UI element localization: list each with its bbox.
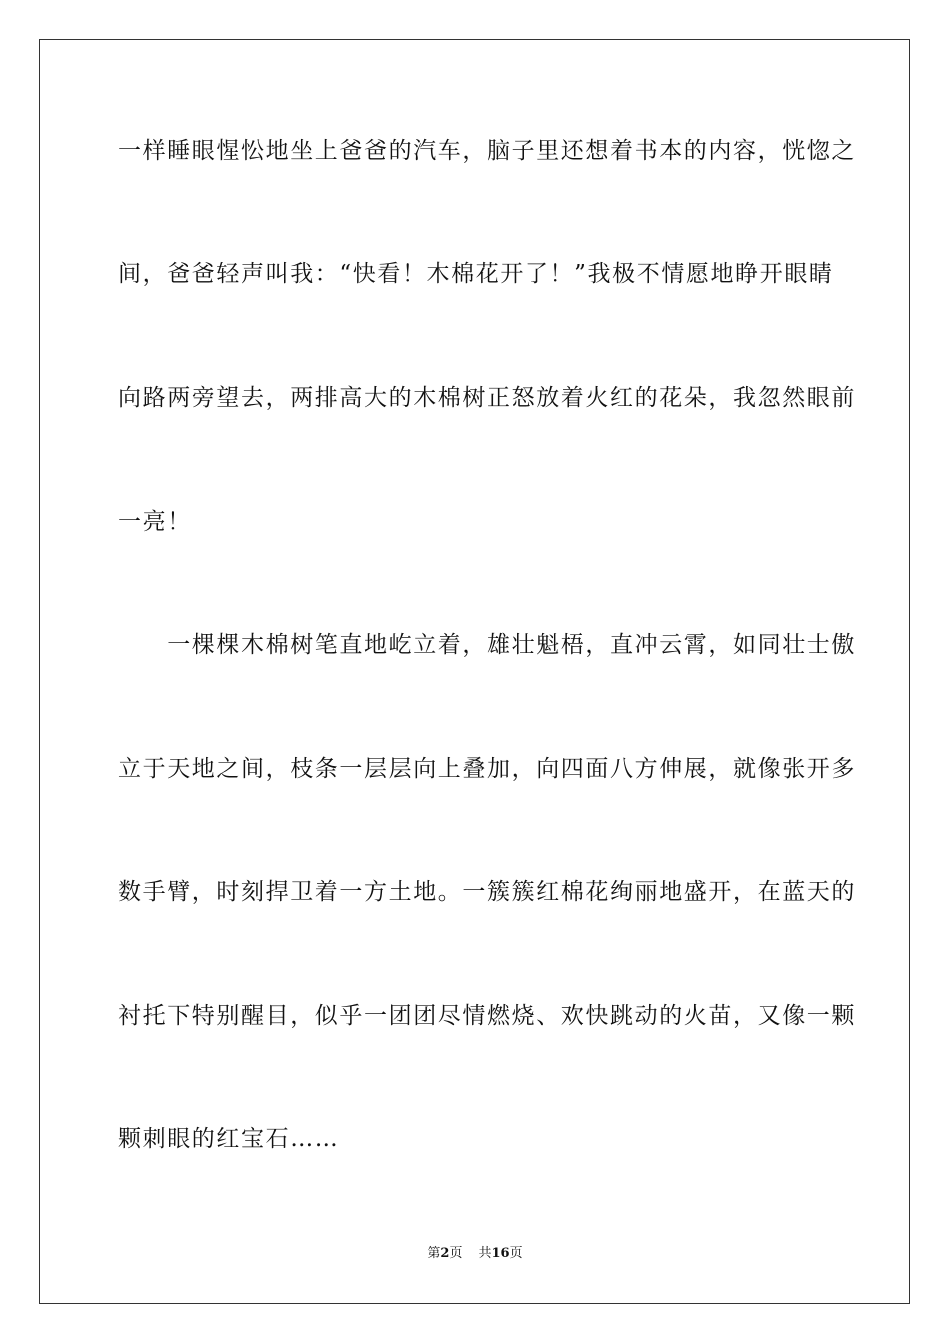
page-prefix: 第 xyxy=(427,1246,441,1261)
text-line: 一亮！ xyxy=(118,509,192,535)
text-line: 一棵棵木棉树笔直地屹立着，雄壮魁梧，直冲云霄，如同壮士傲 xyxy=(118,632,856,658)
text-line: 向路两旁望去，两排高大的木棉树正怒放着火红的花朵，我忽然眼前 xyxy=(118,385,856,411)
page-number: 2 xyxy=(440,1246,450,1261)
text-line: 衬托下特别醒目，似乎一团团尽情燃烧、欢快跳动的火苗，又像一颗 xyxy=(118,1003,856,1029)
total-prefix: 共 xyxy=(478,1246,492,1261)
page-suffix: 页 xyxy=(449,1246,463,1261)
text-line: 间，爸爸轻声叫我：“快看！木棉花开了！”我极不情愿地睁开眼睛 xyxy=(118,261,834,287)
total-pages: 16 xyxy=(491,1246,510,1261)
page-footer xyxy=(0,1245,950,1263)
total-suffix: 页 xyxy=(509,1246,523,1261)
text-line: 一样睡眼惺忪地坐上爸爸的汽车，脑子里还想着书本的内容，恍惚之 xyxy=(118,138,856,164)
text-line: 立于天地之间，枝条一层层向上叠加，向四面八方伸展，就像张开多 xyxy=(118,756,856,782)
page-border xyxy=(39,39,910,1304)
text-line: 颗刺眼的红宝石…… xyxy=(118,1126,340,1152)
text-line: 数手臂，时刻捍卫着一方土地。一簇簇红棉花绚丽地盛开，在蓝天的 xyxy=(118,879,856,905)
